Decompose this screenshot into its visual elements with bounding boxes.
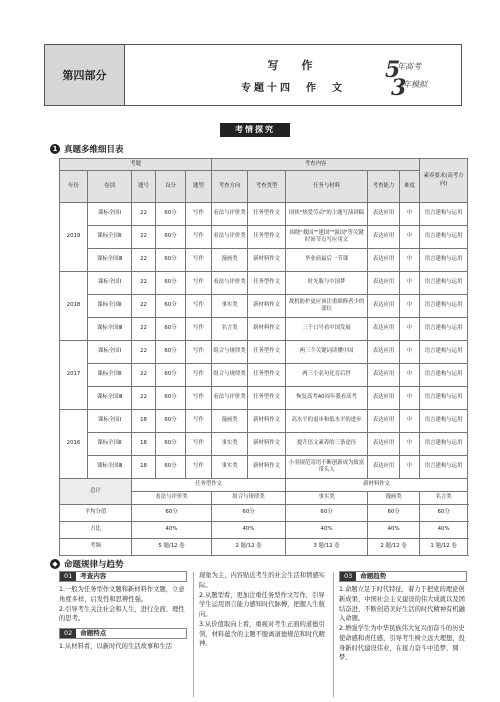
header-difficulty: 难度 <box>400 171 420 203</box>
score-cell: 60分 <box>156 410 186 433</box>
ability-cell: 表达应用 <box>368 387 400 410</box>
direction-cell: 看法与评价类 <box>212 226 248 249</box>
group-header-content: 考查内容 <box>212 159 420 171</box>
ability-cell: 表达应用 <box>368 456 400 479</box>
exam-detail-table <box>59 158 468 556</box>
summary-freq-row <box>60 539 468 556</box>
section-1-heading <box>50 143 124 155</box>
svg-text:3: 3 <box>391 75 407 99</box>
question-no-cell: 22 <box>132 364 156 387</box>
paper-cell: 课标全国Ⅰ <box>88 272 132 295</box>
header-year: 年份 <box>60 171 88 203</box>
task-cell: 毕业前最后一节课 <box>286 249 368 272</box>
kind-cell: 任务型作文 <box>248 387 286 410</box>
summary-ratio-row <box>60 522 468 539</box>
type-cell: 写作 <box>186 318 212 341</box>
ability-cell: 表达应用 <box>368 295 400 318</box>
table-row <box>60 341 468 364</box>
summary-value: 60分 <box>368 505 420 522</box>
summary-value: 40% <box>420 522 468 539</box>
kind-cell: 新材料作文 <box>248 318 286 341</box>
section-2-marker-icon: ◆ <box>50 559 60 569</box>
summary-value: 5 题/12 卷 <box>132 539 212 556</box>
tag-label: 命题趋势 <box>360 572 387 581</box>
question-no-cell: 18 <box>132 456 156 479</box>
ability-cell: 表达应用 <box>368 249 400 272</box>
question-no-cell: 18 <box>132 433 156 456</box>
type-cell: 写作 <box>186 433 212 456</box>
question-no-cell: 22 <box>132 318 156 341</box>
score-cell: 60分 <box>156 318 186 341</box>
column-divider <box>193 572 194 697</box>
difficulty-cell: 中 <box>400 318 420 341</box>
paper-cell: 课标全国Ⅲ <box>88 387 132 410</box>
year-cell: 2017 <box>60 341 88 410</box>
summary-value: 60分 <box>132 505 212 522</box>
table-header-row <box>60 171 468 203</box>
year-cell: 2019 <box>60 203 88 272</box>
table-row <box>60 318 468 341</box>
direction-cell: 事实类 <box>212 456 248 479</box>
task-cell: 国侠"热爱劳动"的主题写演讲稿 <box>286 203 368 226</box>
summary-value: 3 题/12 卷 <box>286 539 368 556</box>
paragraph: 1.一般为任务型作文题和新材料作文题，立意角度多样，启发性和思辨性强。 <box>59 586 185 603</box>
type-cell: 写作 <box>186 410 212 433</box>
paper-cell: 课标全国Ⅱ <box>88 226 132 249</box>
year-cell: 2018 <box>60 272 88 341</box>
direction-cell: 看法与评价类 <box>212 203 248 226</box>
paragraph: 2.增强学生为中华民族伟大复兴而奋斗的历史使命感和责任感，引导考生树立远大理想，投身新时代建设伟业，在接力奋斗中追梦、圆梦。 <box>339 625 465 662</box>
summary-group-row <box>60 479 468 492</box>
summary-category: 名言类 <box>420 492 468 505</box>
svg-text:年模拟: 年模拟 <box>403 80 427 89</box>
paragraph: 3.从价值取向上看，重视对考生正面的道德引领，材料蕴含的主题不脱离道德规范和时代精神。 <box>199 620 325 648</box>
tag-trends <box>339 571 467 582</box>
table-row <box>60 203 468 226</box>
question-no-cell: 22 <box>132 203 156 226</box>
literacy-cell: 语言建构与运用 <box>420 387 468 410</box>
direction-cell: 名言类 <box>212 318 248 341</box>
svg-text:年高考: 年高考 <box>397 62 421 71</box>
literacy-cell: 语言建构与运用 <box>420 203 468 226</box>
task-cell: 战机防护更应该注重维修者少的部位 <box>286 295 368 318</box>
tag-number: 02 <box>60 629 76 638</box>
score-cell: 60分 <box>156 364 186 387</box>
difficulty-cell: 中 <box>400 410 420 433</box>
ability-cell: 表达应用 <box>368 410 400 433</box>
year-cell: 2016 <box>60 410 88 479</box>
page-header <box>44 44 462 106</box>
table-row <box>60 433 468 456</box>
score-cell: 60分 <box>156 387 186 410</box>
difficulty-cell: 中 <box>400 203 420 226</box>
direction-cell: 事实类 <box>212 433 248 456</box>
tag-label: 命题特点 <box>80 629 107 638</box>
table-group-header-row <box>60 159 468 171</box>
paper-cell: 课标全国Ⅰ <box>88 341 132 364</box>
score-cell: 60分 <box>156 295 186 318</box>
paper-cell: 课标全国Ⅱ <box>88 295 132 318</box>
task-cell: 围绕"救国""建国""强国"等关键时间节点写应用文 <box>286 226 368 249</box>
section-number-badge: 1 <box>50 144 60 154</box>
summary-total-label: 总计 <box>60 479 132 505</box>
summary-value: 40% <box>368 522 420 539</box>
literacy-cell: 语言建构与运用 <box>420 226 468 249</box>
paragraph: 2.引导考生关注社会和人生，进行全面、理性的思考。 <box>59 605 185 623</box>
difficulty-cell: 中 <box>400 433 420 456</box>
score-cell: 60分 <box>156 341 186 364</box>
ability-cell: 表达应用 <box>368 272 400 295</box>
column-divider <box>333 572 334 697</box>
score-cell: 60分 <box>156 456 186 479</box>
literacy-cell: 语言建构与运用 <box>420 295 468 318</box>
score-cell: 60分 <box>156 272 186 295</box>
paper-cell: 课标全国Ⅲ <box>88 318 132 341</box>
column-trends <box>339 571 467 663</box>
paper-cell: 课标全国Ⅰ <box>88 410 132 433</box>
difficulty-cell: 中 <box>400 226 420 249</box>
kind-cell: 新材料作文 <box>248 456 286 479</box>
literacy-cell: 语言建构与运用 <box>420 364 468 387</box>
type-cell: 写作 <box>186 295 212 318</box>
summary-avg-row <box>60 505 468 522</box>
difficulty-cell: 中 <box>400 364 420 387</box>
table-row <box>60 364 468 387</box>
task-cell: 时光瓶与中国梦 <box>286 272 368 295</box>
summary-category: 事实类 <box>286 492 368 505</box>
question-no-cell: 22 <box>132 226 156 249</box>
direction-cell: 看法与评价类 <box>212 387 248 410</box>
brand-logo <box>383 53 445 99</box>
summary-task-group: 任务型作文 <box>132 479 286 492</box>
summary-value: 1 题/12 卷 <box>420 539 468 556</box>
difficulty-cell: 中 <box>400 456 420 479</box>
paper-cell: 课标全国Ⅱ <box>88 433 132 456</box>
summary-category: 看法与评价类 <box>132 492 212 505</box>
header-question-no: 题号 <box>132 171 156 203</box>
difficulty-cell: 中 <box>400 249 420 272</box>
page-subtitle: 专题十四 作 文 <box>241 82 345 94</box>
part-label: 第四部分 <box>45 45 125 105</box>
kind-cell: 任务型作文 <box>248 226 286 249</box>
summary-value: 60分 <box>212 505 286 522</box>
table-row <box>60 226 468 249</box>
summary-ratio-label: 占比 <box>60 522 132 539</box>
header-literacy: 素养要求(高考方向) <box>420 159 468 203</box>
summary-category: 漫画类 <box>368 492 420 505</box>
summary-value: 40% <box>212 522 286 539</box>
difficulty-cell: 中 <box>400 387 420 410</box>
paragraph: 1.从材料看，以新时代的生活故事和生活 <box>59 643 173 650</box>
summary-value: 40% <box>286 522 368 539</box>
literacy-cell: 语言建构与运用 <box>420 318 468 341</box>
type-cell: 写作 <box>186 456 212 479</box>
summary-freq-label: 考频 <box>60 539 132 556</box>
tag-number: 01 <box>60 572 76 581</box>
task-cell: 小羽规范寄语不断创新成为致富带头人 <box>286 456 368 479</box>
direction-cell: 事实类 <box>212 295 248 318</box>
paragraph: 1.命题立足于时代特征，着力于把党的理论创新成果、中国社会主义建设的伟大成就以及团结奋进、不断创造美好生活的时代精神有机融入命题。 <box>339 586 465 623</box>
literacy-cell: 语言建构与运用 <box>420 249 468 272</box>
type-cell: 写作 <box>186 272 212 295</box>
direction-cell: 漫画类 <box>212 249 248 272</box>
group-header-exam: 考题 <box>60 159 212 171</box>
kind-cell: 任务型作文 <box>248 341 286 364</box>
table-row <box>60 249 468 272</box>
literacy-cell: 语言建构与运用 <box>420 341 468 364</box>
difficulty-cell: 中 <box>400 295 420 318</box>
type-cell: 写作 <box>186 364 212 387</box>
literacy-cell: 语言建构与运用 <box>420 272 468 295</box>
section-2-heading <box>50 558 124 570</box>
table-row <box>60 387 468 410</box>
direction-cell: 组合与规律类 <box>212 364 248 387</box>
task-cell: 两三个名句化育后世 <box>286 364 368 387</box>
tag-label: 考查内容 <box>80 572 107 581</box>
kind-cell: 新材料作文 <box>248 410 286 433</box>
difficulty-cell: 中 <box>400 341 420 364</box>
summary-value: 2 题/12 卷 <box>368 539 420 556</box>
question-no-cell: 22 <box>132 249 156 272</box>
paper-cell: 课标全国Ⅲ <box>88 249 132 272</box>
kind-cell: 新材料作文 <box>248 433 286 456</box>
header-direction: 考查方向 <box>212 171 248 203</box>
section-2-title: 命题规律与趋势 <box>64 560 124 570</box>
type-cell: 写作 <box>186 203 212 226</box>
direction-cell: 组合与规律类 <box>212 341 248 364</box>
type-cell: 写作 <box>186 226 212 249</box>
kind-cell: 新材料作文 <box>248 249 286 272</box>
literacy-cell: 语言建构与运用 <box>420 410 468 433</box>
literacy-cell: 语言建构与运用 <box>420 433 468 456</box>
header-kind: 考查类型 <box>248 171 286 203</box>
summary-value: 40% <box>132 522 212 539</box>
ability-cell: 表达应用 <box>368 341 400 364</box>
question-no-cell: 18 <box>132 410 156 433</box>
svg-text:5: 5 <box>385 57 401 83</box>
header-score: 设分 <box>156 171 186 203</box>
question-no-cell: 22 <box>132 341 156 364</box>
paper-cell: 课标全国Ⅱ <box>88 364 132 387</box>
summary-avg-label: 平均分值 <box>60 505 132 522</box>
literacy-cell: 语言建构与运用 <box>420 456 468 479</box>
tag-content <box>59 571 187 582</box>
type-cell: 写作 <box>186 249 212 272</box>
paper-cell: 课标全国Ⅰ <box>88 203 132 226</box>
tag-number: 03 <box>340 572 356 581</box>
column-content <box>59 571 187 652</box>
ability-cell: 表达应用 <box>368 203 400 226</box>
question-no-cell: 22 <box>132 387 156 410</box>
kind-cell: 新材料作文 <box>248 295 286 318</box>
section-banner: 考情探究 <box>220 123 290 137</box>
header-task: 任务与材料 <box>286 171 368 203</box>
task-cell: 两三个关键词读懂中国 <box>286 341 368 364</box>
paragraph: 现象为主，内容贴近考生的社会生活和情感实际。 <box>199 572 325 589</box>
question-no-cell: 22 <box>132 272 156 295</box>
direction-cell: 漫画类 <box>212 410 248 433</box>
summary-value: 2 题/12 卷 <box>212 539 286 556</box>
table-row <box>60 456 468 479</box>
table-row <box>60 410 468 433</box>
table-row <box>60 272 468 295</box>
ability-cell: 表达应用 <box>368 364 400 387</box>
difficulty-cell: 中 <box>400 272 420 295</box>
score-cell: 60分 <box>156 433 186 456</box>
kind-cell: 任务型作文 <box>248 203 286 226</box>
header-question-type: 题型 <box>186 171 212 203</box>
task-cell: 恢复高考40周年我看高考 <box>286 387 368 410</box>
header-ability: 考查能力 <box>368 171 400 203</box>
table-row <box>60 295 468 318</box>
ability-cell: 表达应用 <box>368 318 400 341</box>
score-cell: 60分 <box>156 226 186 249</box>
question-no-cell: 22 <box>132 295 156 318</box>
ability-cell: 表达应用 <box>368 226 400 249</box>
type-cell: 写作 <box>186 341 212 364</box>
summary-value: 60分 <box>286 505 368 522</box>
section-1-title: 真题多维细目表 <box>64 145 124 155</box>
task-cell: 三个口号看中国发展 <box>286 318 368 341</box>
column-features-cont <box>199 571 327 649</box>
summary-newmat-group: 新材料作文 <box>286 479 468 492</box>
score-cell: 60分 <box>156 249 186 272</box>
kind-cell: 任务型作文 <box>248 364 286 387</box>
type-cell: 写作 <box>186 387 212 410</box>
paragraph: 2.从题型看，更加注重任务型作文写作，引导学生运用语言能力感知时代脉搏，把握人生航向。 <box>199 591 325 618</box>
score-cell: 60分 <box>156 203 186 226</box>
tag-features <box>59 628 187 639</box>
ability-cell: 表达应用 <box>368 433 400 456</box>
paper-cell: 课标全国Ⅲ <box>88 456 132 479</box>
page-title: 写 作 <box>267 58 319 72</box>
direction-cell: 看法与评价类 <box>212 272 248 295</box>
task-cell: 提升语文素养的三条途径 <box>286 433 368 456</box>
summary-category: 组合与规律类 <box>212 492 286 505</box>
header-paper: 卷别 <box>88 171 132 203</box>
task-cell: 高水平的退步和低水平的进步 <box>286 410 368 433</box>
kind-cell: 任务型作文 <box>248 272 286 295</box>
summary-value: 60分 <box>420 505 468 522</box>
